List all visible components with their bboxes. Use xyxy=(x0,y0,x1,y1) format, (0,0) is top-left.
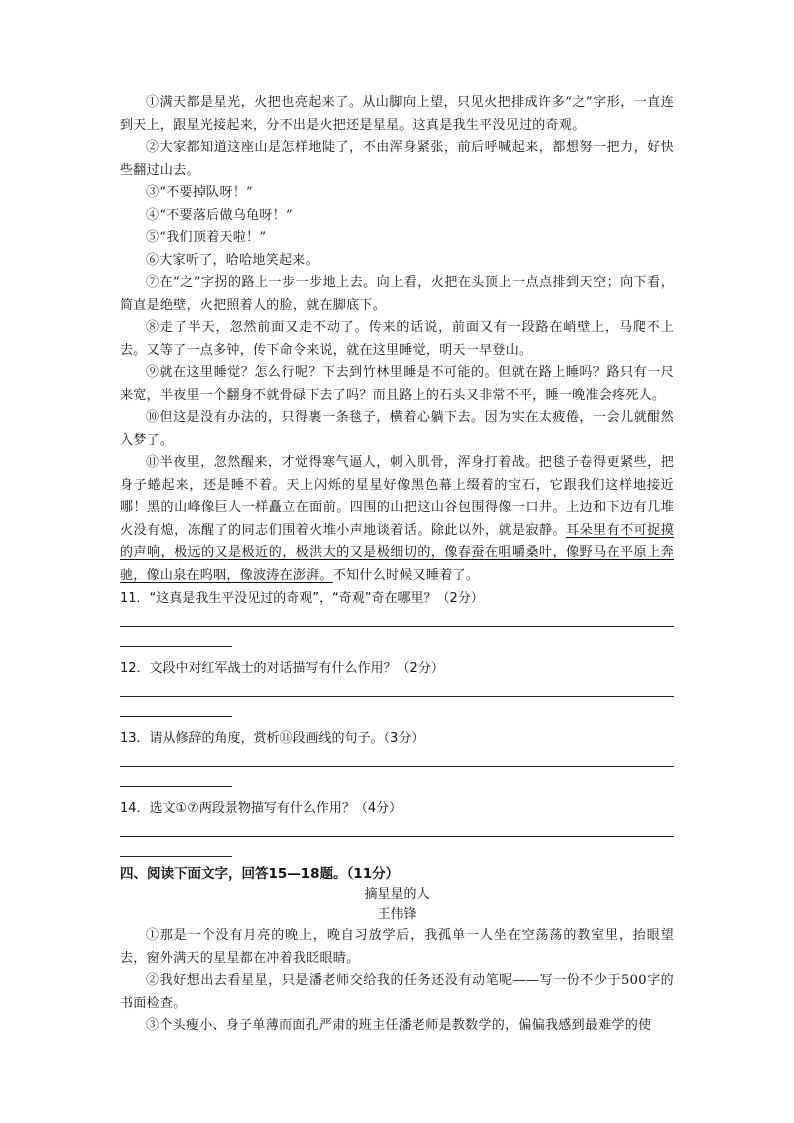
paragraph-11-text: ⑪半夜里，忽然醒来，才觉得寒气逼人，刺入肌骨，浑身打着战。把毯子卷得更紧些，把身子蜷起来，还是睡不着。天上闪烁的星星好像黑色幕上缀着的宝石，它跟我们这样地接近哪！黑的山峰像巨人一样矗立在面前。四围的山把这山谷包围得像一口井。上边和下边有几堆火没有熄，冻醒了的同志们围着火堆小声地谈着话。除此以外，就是寂静。 xyxy=(120,455,674,538)
question-14 xyxy=(120,799,674,857)
underlined-sentence: 耳朵里有不可捉摸的声响，极远的又是极近的，极洪大的又是极细切的，像春蚕在咀嚼桑叶，像野马在平原上奔驰，像山泉在呜咽，像波涛在澎湃。 xyxy=(120,522,674,583)
answer-line[interactable] xyxy=(120,646,232,647)
paragraph-4: ④“不要落后做乌龟呀！” xyxy=(146,207,293,223)
passage-one xyxy=(120,92,674,587)
article-title: 摘星星的人 xyxy=(364,887,430,902)
paragraph-10: ⑩但这是没有办法的，只得裹一条毯子，横着心躺下去。因为实在太疲倦，一会儿就酣然入梦了。 xyxy=(120,410,674,448)
article-paragraph-3: ③个头瘦小、身子单薄而面孔严肃的班主任潘老师是教数学的，偏偏我感到最难学的使 xyxy=(146,1018,652,1033)
article-author: 王伟锋 xyxy=(377,907,417,922)
question-11 xyxy=(120,589,674,647)
question-12 xyxy=(120,659,674,717)
question-12-text: 12．文段中对红军战士的对话描写有什么作用？（2分） xyxy=(120,661,444,676)
paragraph-3: ③“不要掉队呀！” xyxy=(146,185,253,200)
paragraph-9: ⑨就在这里睡觉？怎么行呢？下去到竹林里睡是不可能的。但就在路上睡吗？路只有一尺来宽，半夜里一个翻身不就骨碌下去了吗？而且路上的石头又非常不平，睡一晚准会疼死人。 xyxy=(120,365,674,403)
section-heading: 四、阅读下面文字，回答15—18题。（11分） xyxy=(120,866,400,882)
article-paragraph-2: ②我好想出去看星星，只是潘老师交给我的任务还没有动笔呢——写一份不少于500字的书面检查。 xyxy=(120,973,674,1011)
answer-line[interactable] xyxy=(120,696,674,697)
paragraph-7: ⑦在“之”字拐的路上一步一步地上去。向上看，火把在头顶上一点点排到天空；向下看，简直是绝壁，火把照着人的脸，就在脚底下。 xyxy=(120,275,674,313)
article-paragraph-1: ①那是一个没有月亮的晚上，晚自习放学后，我孤单一人坐在空荡荡的教室里，抬眼望去，窗外满天的星星都在冲着我眨眼睛。 xyxy=(120,928,674,966)
paragraph-11-tail: 不知什么时候又睡着了。 xyxy=(332,567,480,583)
question-13-text: 13．请从修辞的角度，赏析⑪段画线的句子。（3分） xyxy=(120,731,425,746)
answer-line[interactable] xyxy=(120,786,232,787)
answer-line[interactable] xyxy=(120,836,674,837)
paragraph-5: ⑤“我们顶着天啦！” xyxy=(146,230,267,245)
paragraph-8: ⑧走了半天，忽然前面又走不动了。传来的话说，前面又有一段路在峭壁上，马爬不上去。又等了一点多钟，传下命令来说，就在这里睡觉，明天一早登山。 xyxy=(120,320,674,358)
paragraph-11 xyxy=(120,452,674,587)
section-four xyxy=(120,863,674,1038)
paragraph-6: ⑥大家听了，哈哈地笑起来。 xyxy=(146,252,319,268)
question-13 xyxy=(120,729,674,787)
answer-line[interactable] xyxy=(120,856,232,857)
question-11-text: 11．“这真是我生平没见过的奇观”，“奇观”奇在哪里？（2分） xyxy=(120,591,484,606)
paragraph-1: ①满天都是星光，火把也亮起来了。从山脚向上望，只见火把排成许多“之”字形，一直连到天上，跟星光接起来，分不出是火把还是星星。这真是我生平没见过的奇观。 xyxy=(120,95,674,133)
answer-line[interactable] xyxy=(120,766,674,767)
exam-page xyxy=(120,92,674,1038)
answer-line[interactable] xyxy=(120,716,232,717)
paragraph-2: ②大家都知道这座山是怎样地陡了，不由浑身紧张，前后呼喊起来，都想努一把力，好快些翻过山去。 xyxy=(120,140,674,178)
question-14-text: 14．选文①⑦两段景物描写有什么作用？（4分） xyxy=(120,801,403,816)
answer-line[interactable] xyxy=(120,626,674,627)
